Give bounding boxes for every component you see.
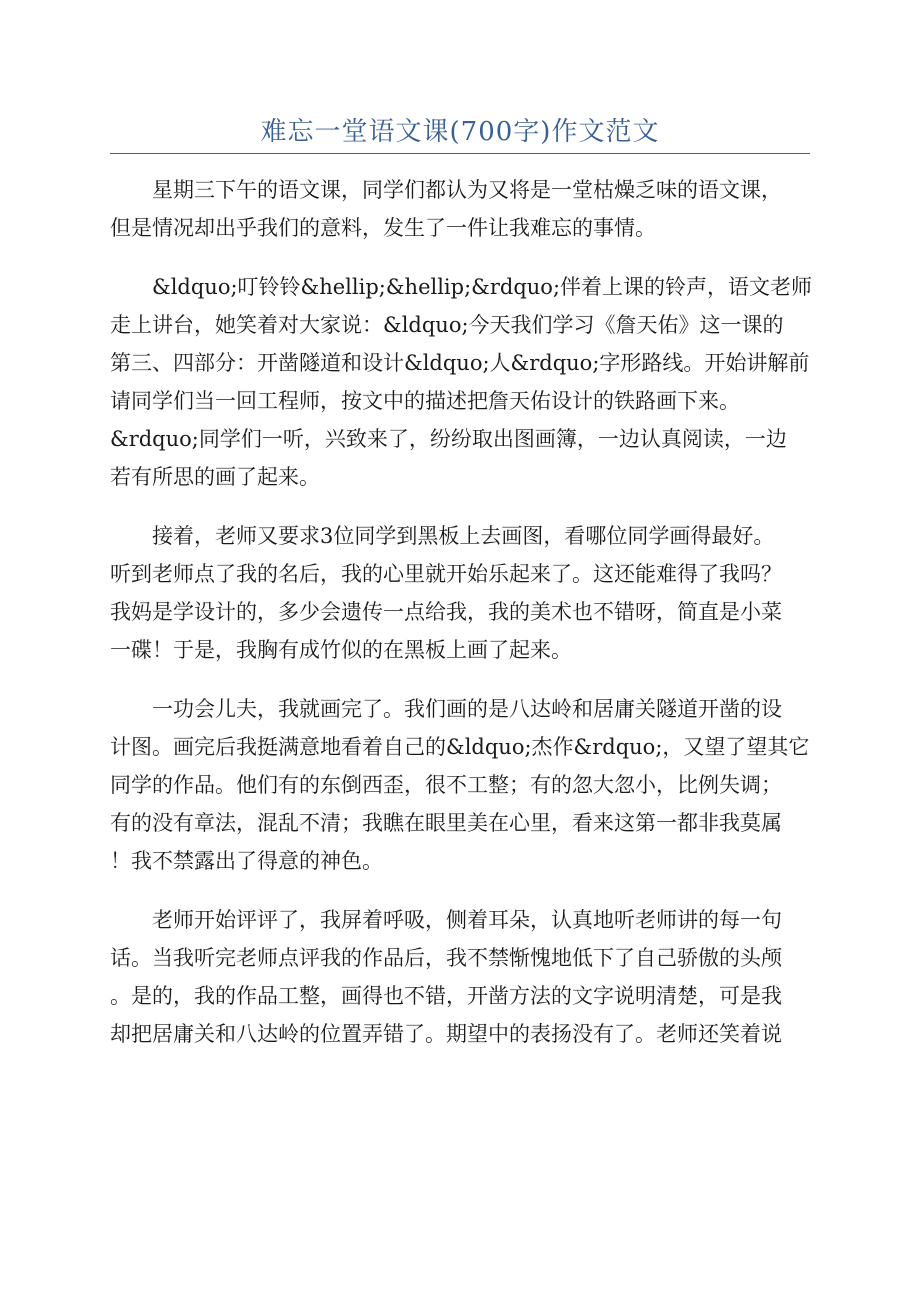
- paragraph-line: 话。当我听完老师点评我的作品后，我不禁惭愧地低下了自己骄傲的头颅: [110, 946, 782, 970]
- paragraph-line: 老师开始评评了，我屏着呼吸，侧着耳朵，认真地听老师讲的每一句: [152, 908, 782, 932]
- paragraph-line: 若有所思的画了起来。: [110, 465, 320, 489]
- paragraph-line: 第三、四部分：开凿隧道和设计&ldquo;人&rdquo;字形路线。开始讲解前: [110, 351, 810, 375]
- paragraph-2: [110, 268, 813, 496]
- paragraph-line: 却把居庸关和八达岭的位置弄错了。期望中的表扬没有了。老师还笑着说: [110, 1022, 782, 1046]
- title-divider: [110, 153, 810, 154]
- paragraph-line: 但是情况却出乎我们的意料，发生了一件让我难忘的事情。: [110, 216, 656, 240]
- paragraph-line: 同学的作品。他们有的东倒西歪，很不工整；有的忽大忽小，比例失调；: [110, 773, 782, 797]
- paragraph-5: [110, 901, 810, 1053]
- paragraph-line: &rdquo;同学们一听，兴致来了，纷纷取出图画簿，一边认真阅读，一边: [110, 427, 787, 451]
- paragraph-line: 走上讲台，她笑着对大家说：&ldquo;今天我们学习《詹天佑》这一课的: [110, 313, 784, 337]
- paragraph-line: 计图。画完后我挺满意地看着自己的&ldquo;杰作&rdquo;，又望了望其它: [110, 735, 810, 759]
- document-title: 难忘一堂语文课(700字)作文范文: [260, 117, 660, 147]
- paragraph-line: 请同学们当一回工程师，按文中的描述把詹天佑设计的铁路画下来。: [110, 389, 740, 413]
- paragraph-line: 星期三下午的语文课，同学们都认为又将是一堂枯燥乏味的语文课，: [152, 178, 782, 202]
- paragraph-1: [110, 171, 810, 247]
- paragraph-4: [110, 690, 810, 880]
- paragraph-line: ！我不禁露出了得意的神色。: [110, 849, 383, 873]
- paragraph-line: 我妈是学设计的，多少会遗传一点给我，我的美术也不错呀，简直是小菜: [110, 600, 782, 624]
- document-body: [110, 171, 813, 1074]
- paragraph-line: 接着，老师又要求3位同学到黑板上去画图，看哪位同学画得最好。: [152, 524, 775, 548]
- paragraph-3: [110, 517, 810, 669]
- paragraph-line: &ldquo;叮铃铃&hellip;&hellip;&rdquo;伴着上课的铃声，语文老师: [152, 275, 813, 299]
- paragraph-line: 听到老师点了我的名后，我的心里就开始乐起来了。这还能难得了我吗？: [110, 562, 782, 586]
- paragraph-line: 。是的，我的作品工整，画得也不错，开凿方法的文字说明清楚，可是我: [110, 984, 782, 1008]
- paragraph-line: 一功会儿夫，我就画完了。我们画的是八达岭和居庸关隧道开凿的设: [152, 697, 782, 721]
- paragraph-line: 一碟！于是，我胸有成竹似的在黑板上画了起来。: [110, 638, 572, 662]
- paragraph-line: 有的没有章法，混乱不清；我瞧在眼里美在心里，看来这第一都非我莫属: [110, 811, 782, 835]
